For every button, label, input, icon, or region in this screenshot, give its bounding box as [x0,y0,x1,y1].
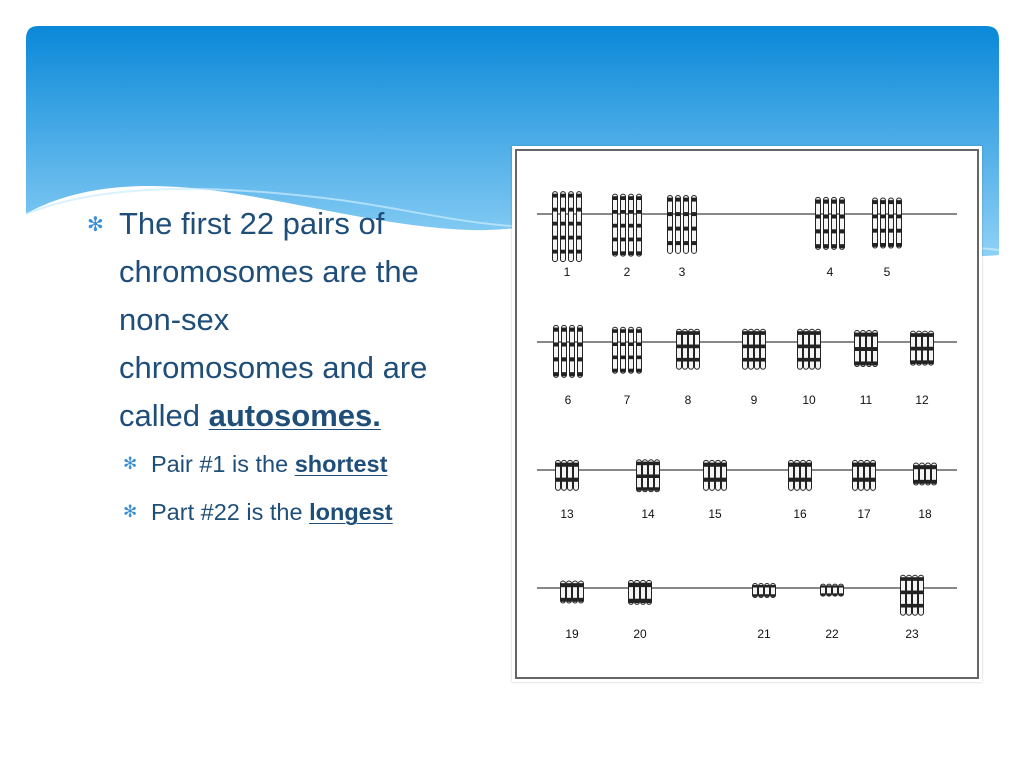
bullet-line: chromosomes and are [119,350,428,385]
chromosome-pair-11 [855,330,878,366]
bullet-line-prefix: called [119,398,209,433]
autosomes-term: autosomes. [208,398,381,433]
chromosome-label: 8 [684,393,692,407]
chromosome-pair-20 [629,580,652,604]
chromosome-pair-19 [561,581,584,603]
asterisk-bullet-icon: ✻ [87,214,104,236]
sub-bullet-longest [85,492,505,532]
chromosome-label: 6 [564,393,572,407]
chromosome-label: 2 [623,265,631,279]
chromosome-label: 21 [757,627,771,641]
chromosome-label: 9 [750,393,758,407]
chromosome-label: 10 [802,393,816,407]
chromosome-pair-9 [743,329,766,369]
chromosome-label: 16 [793,507,807,521]
bullet-line: The first 22 pairs of [119,206,385,241]
bullet-item-autosomes [85,200,505,440]
chromosome-pair-12 [911,331,934,365]
chromosome-label: 23 [905,627,919,641]
asterisk-bullet-icon: ✻ [123,454,138,473]
shortest-term: shortest [294,451,388,477]
karyotype-image [512,146,982,682]
chromosome-pair-14 [637,460,660,492]
chromosome-pair-17 [853,460,876,490]
chromosome-pair-18 [914,463,937,485]
sub-bullet-prefix: Part #22 is the [151,499,310,525]
chromosome-label: 1 [563,265,571,279]
karyotype-drawing [512,146,982,682]
chromosome-label: 14 [641,507,655,521]
chromosome-label: 15 [708,507,722,521]
chromosome-label: 11 [859,393,873,407]
bullet-line: chromosomes are the [119,254,419,289]
chromosome-pair-23 [901,575,924,615]
chromosome-label: 5 [883,265,891,279]
chromosome-pair-8 [677,329,700,369]
chromosome-label: 17 [857,507,871,521]
chromosome-pair-16 [789,460,812,490]
chromosome-label: 3 [678,265,686,279]
chromosome-label: 22 [825,627,839,641]
bullet-list [85,200,505,532]
chromosome-label: 18 [918,507,932,521]
longest-term: longest [309,499,393,525]
bullet-line: non-sex [119,302,230,337]
chromosome-label: 4 [826,265,834,279]
chromosome-pair-15 [704,460,727,490]
sub-bullet-shortest [85,444,505,484]
bullet-line-last [119,392,505,440]
sub-bullet-prefix: Pair #1 is the [151,451,295,477]
chromosome-label: 20 [633,627,647,641]
chromosome-pair-13 [556,460,579,490]
chromosome-pair-10 [798,329,821,369]
chromosome-label: 7 [623,393,631,407]
chromosome-label: 13 [560,507,574,521]
chromosome-label: 19 [565,627,579,641]
asterisk-bullet-icon: ✻ [123,502,138,521]
chromosome-label: 12 [915,393,929,407]
